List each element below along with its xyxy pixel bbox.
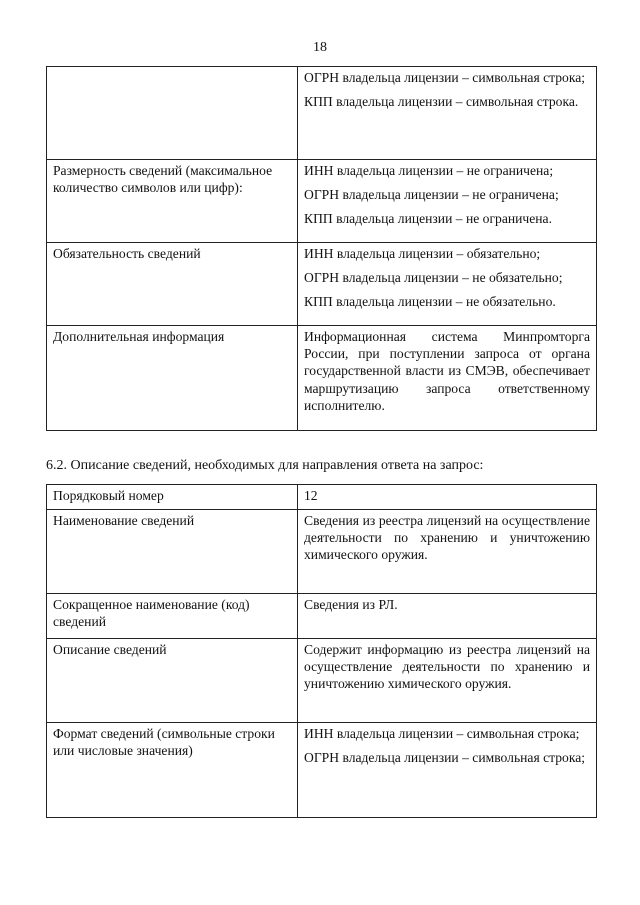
value-line: ИНН владельца лицензии – обязательно; [304,246,541,261]
row-value [298,326,597,431]
table-row [47,723,597,818]
value-line: ИНН владельца лицензии – символьная строка; [304,726,580,741]
value-line: ОГРН владельца лицензии – не обязательно; [304,270,563,286]
row-value [298,723,597,818]
row-value [298,243,597,326]
table-row [47,485,597,510]
value-line: ИНН владельца лицензии – не ограничена; [304,163,554,178]
row-label [47,67,298,160]
row-value [298,510,597,594]
value-line: Содержит информацию из реестра лицензий на осуществление деятельности по хранению и уничтожению химического оружия. [304,642,590,692]
row-label: Размерность сведений (максимальное количество символов или цифр): [47,160,298,243]
row-label: Наименование сведений [47,510,298,594]
table-row [47,326,597,431]
table-row [47,594,597,639]
value-line: Информационная система Минпромторга России, при поступлении запроса от органа государственной власти из СМЭВ, обеспечивает маршрутизацию запроса ответственному исполнителю. [304,329,590,413]
row-label: Сокращенное наименование (код) сведений [47,594,298,639]
value-line: Сведения из реестра лицензий на осуществление деятельности по хранению и уничтожению химического оружия. [304,513,590,563]
row-value [298,594,597,639]
row-value [298,485,597,510]
table-row [47,67,597,160]
table-row [47,160,597,243]
value-line: КПП владельца лицензии – не ограничена. [304,211,552,227]
value-line: ОГРН владельца лицензии – символьная строка; [304,750,586,766]
row-value [298,160,597,243]
row-label: Описание сведений [47,639,298,723]
row-label: Порядковый номер [47,485,298,510]
page-number: 18 [313,40,327,55]
row-label: Обязательность сведений [47,243,298,326]
value-line: КПП владельца лицензии – не обязательно. [304,294,556,310]
table-row [47,510,597,594]
table-license-fields-continued [46,66,597,431]
row-value [298,639,597,723]
value-line: 12 [304,488,318,503]
value-line: КПП владельца лицензии – символьная строка. [304,94,579,110]
row-label: Дополнительная информация [47,326,298,431]
value-line: ОГРН владельца лицензии – символьная строка; [304,70,586,85]
table-row [47,639,597,723]
row-label: Формат сведений (символьные строки или числовые значения) [47,723,298,818]
row-value [298,67,597,160]
value-line: Сведения из РЛ. [304,597,398,612]
value-line: ОГРН владельца лицензии – не ограничена; [304,187,559,203]
section-heading: 6.2. Описание сведений, необходимых для направления ответа на запрос: [46,458,484,473]
table-row [47,243,597,326]
table-response-fields [46,484,597,818]
